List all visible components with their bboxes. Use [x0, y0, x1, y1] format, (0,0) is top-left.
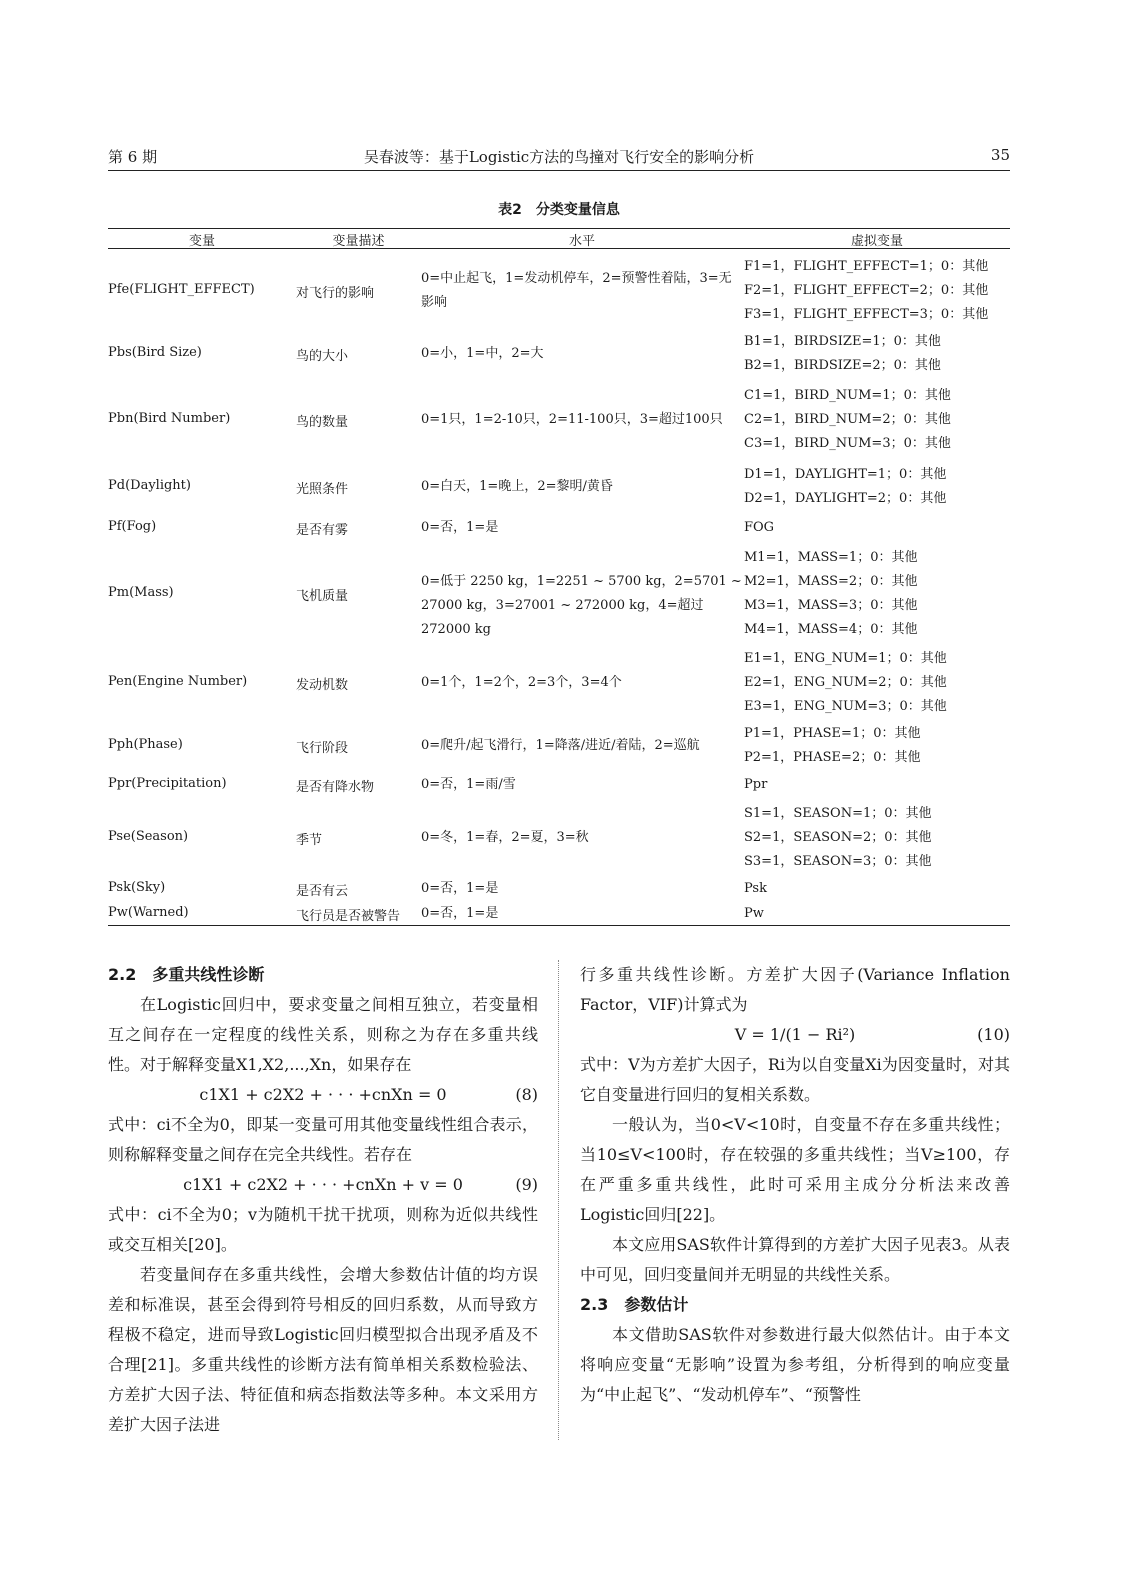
paragraph: 行多重共线性诊断。方差扩大因子(Variance Inflation Factor，VIF)计算式为 — [580, 965, 1010, 1014]
table-row — [108, 902, 1010, 925]
equation-expression: c1X1 + c2X2 + · · · +cnXn + v = 0 — [183, 1175, 463, 1194]
table-caption: 表2 分类变量信息 — [498, 202, 620, 218]
issue-number: 第 6 期 — [108, 148, 158, 166]
column-header-description: 变量描述 — [332, 234, 385, 249]
equation-9 — [108, 1170, 538, 1200]
equation-expression: V = 1/(1 − Ri²) — [734, 1025, 856, 1044]
dummy-variable-line: Ppr — [744, 777, 768, 792]
table-top-rule — [108, 228, 1010, 229]
cell-dummy-variables — [744, 516, 774, 540]
column-header-variable: 变量 — [188, 234, 215, 249]
equation-expression: c1X1 + c2X2 + · · · +cnXn = 0 — [199, 1085, 447, 1104]
cell-variable: Pf(Fog) — [108, 519, 157, 534]
cell-level: 0=否，1=是 — [421, 520, 499, 535]
cell-variable: Pbs(Bird Size) — [108, 345, 202, 360]
cell-variable: Pen(Engine Number) — [108, 674, 248, 689]
table-row — [108, 254, 1010, 328]
cell-level: 0=1个，1=2个，2=3个，3=4个 — [421, 675, 622, 690]
paragraph: 式中：ci不全为0，即某一变量可用其他变量线性组合表示，则称解释变量之间存在完全共线性。若存在 — [108, 1115, 538, 1164]
cell-description: 飞行阶段 — [296, 741, 349, 756]
cell-description: 飞行员是否被警告 — [296, 908, 401, 924]
dummy-variable-line: C1=1，BIRD_NUM=1；0：其他 — [744, 388, 951, 403]
dummy-variable-line: FOG — [744, 520, 775, 535]
dummy-variable-line: B1=1，BIRDSIZE=1；0：其他 — [744, 334, 941, 349]
table-row — [108, 328, 1010, 380]
paragraph: 一般认为，当0<V<10时，自变量不存在多重共线性；当10≤V<100时，存在较强的多重共线性；当V≥100，存在严重多重共线性，此时可采用主成分分析法来改善Logistic回归[22]。 — [580, 1115, 1010, 1224]
equation-number: (8) — [515, 1085, 538, 1104]
table-row — [108, 514, 1010, 542]
paragraph: 式中：ci不全为0；v为随机干扰干扰项，则称为近似共线性或交互相关[20]。 — [108, 1205, 538, 1254]
equation-number: (9) — [515, 1175, 538, 1194]
dummy-variable-line: F2=1，FLIGHT_EFFECT=2；0：其他 — [744, 283, 989, 298]
table-bottom-rule — [108, 925, 1010, 926]
cell-dummy-variables — [744, 902, 764, 926]
dummy-variable-line: S1=1，SEASON=1；0：其他 — [744, 805, 932, 821]
table-row — [108, 799, 1010, 876]
cell-level: 0=否，1=雨/雪 — [421, 777, 516, 792]
cell-description: 飞机质量 — [296, 588, 349, 604]
cell-level: 0=否，1=是 — [421, 881, 499, 896]
running-header — [108, 146, 1010, 168]
cell-description: 鸟的大小 — [296, 349, 349, 364]
cell-variable: Psk(Sky) — [108, 880, 166, 895]
cell-dummy-variables — [744, 463, 946, 511]
section-heading-2-2: 2.2 多重共线性诊断 — [108, 965, 265, 984]
equation-8 — [108, 1080, 538, 1110]
paragraph: 本文应用SAS软件计算得到的方差扩大因子见表3。从表中可见，回归变量间并无明显的共线性关系。 — [580, 1235, 1010, 1284]
dummy-variable-line: D1=1，DAYLIGHT=1；0：其他 — [744, 467, 947, 482]
cell-level: 0=冬，1=春，2=夏，3=秋 — [421, 829, 589, 845]
dummy-variable-line: S3=1，SEASON=3；0：其他 — [744, 853, 932, 869]
cell-level: 0=低于 2250 kg，1=2251 ~ 5700 kg，2=5701 ~ 27000 kg，3=27001 ~ 272000 kg，4=超过 272000 kg — [421, 573, 742, 637]
cell-description: 是否有降水物 — [296, 780, 375, 795]
table-row — [108, 460, 1010, 514]
cell-description: 光照条件 — [296, 482, 349, 497]
table-row — [108, 542, 1010, 645]
dummy-variable-line: S2=1，SEASON=2；0：其他 — [744, 829, 932, 845]
dummy-variable-line: Psk — [744, 881, 767, 896]
dummy-variable-line: M4=1，MASS=4；0：其他 — [744, 621, 918, 637]
cell-dummy-variables — [744, 330, 941, 378]
table-row — [108, 771, 1010, 799]
column-header-dummy: 虚拟变量 — [850, 234, 903, 249]
table-row — [108, 380, 1010, 460]
cell-description: 对飞行的影响 — [296, 286, 375, 301]
section-heading-2-3: 2.3 参数估计 — [580, 1295, 689, 1314]
dummy-variable-line: C2=1，BIRD_NUM=2；0：其他 — [744, 412, 951, 427]
cell-dummy-variables — [744, 546, 917, 642]
table-row — [108, 876, 1010, 902]
cell-dummy-variables — [744, 384, 951, 456]
dummy-variable-line: M2=1，MASS=2；0：其他 — [744, 573, 918, 589]
cell-variable: Pph(Phase) — [108, 737, 183, 752]
paragraph: 在Logistic回归中，要求变量之间相互独立，若变量相互之间存在一定程度的线性关系，则称之为存在多重共线性。对于解释变量X1,X2,...,Xn，如果存在 — [108, 995, 538, 1074]
dummy-variable-line: M3=1，MASS=3；0：其他 — [744, 597, 918, 613]
dummy-variable-line: Pw — [744, 905, 764, 921]
cell-variable: Pfe(FLIGHT_EFFECT) — [108, 282, 255, 297]
cell-level: 0=白天，1=晚上，2=黎明/黄昏 — [421, 479, 613, 494]
cell-level: 0=1只，1=2-10只，2=11-100只，3=超过100只 — [421, 412, 723, 427]
table-row — [108, 721, 1010, 771]
column-header-level: 水平 — [568, 234, 595, 249]
dummy-variable-line: F1=1，FLIGHT_EFFECT=1；0：其他 — [744, 259, 989, 274]
cell-description: 发动机数 — [296, 678, 349, 693]
cell-level: 0=爬升/起飞滑行，1=降落/进近/着陆，2=巡航 — [421, 738, 700, 753]
left-column — [108, 960, 538, 1440]
cell-variable: Pw(Warned) — [108, 904, 189, 920]
page-number: 35 — [990, 146, 1010, 164]
cell-level: 0=否，1=是 — [421, 905, 499, 921]
dummy-variable-line: B2=1，BIRDSIZE=2；0：其他 — [744, 358, 941, 373]
cell-description: 是否有雾 — [296, 523, 349, 538]
cell-description: 季节 — [296, 832, 323, 848]
running-title: 吴春波等：基于Logistic方法的鸟撞对飞行安全的影响分析 — [363, 148, 755, 166]
cell-description: 鸟的数量 — [296, 415, 349, 430]
dummy-variable-line: E2=1，ENG_NUM=2；0：其他 — [744, 675, 947, 690]
equation-10 — [580, 1020, 1010, 1050]
dummy-variable-line: P2=1，PHASE=2；0：其他 — [744, 750, 921, 765]
cell-variable: Ppr(Precipitation) — [108, 776, 227, 791]
cell-description: 是否有云 — [296, 884, 349, 899]
paragraph: 本文借助SAS软件对参数进行最大似然估计。由于本文将响应变量“无影响”设置为参考组，分析得到的响应变量为“中止起飞”、“发动机停车”、“预警性 — [580, 1325, 1010, 1404]
cell-dummy-variables — [744, 722, 920, 770]
cell-variable: Pse(Season) — [108, 828, 189, 844]
cell-dummy-variables — [744, 802, 932, 874]
paragraph: 若变量间存在多重共线性，会增大参数估计值的均方误差和标准误，甚至会得到符号相反的回归系数，从而导致方程极不稳定，进而导致Logistic回归模型拟合出现矛盾及不合理[21]。多重共线性的诊断方法有简单相关系数检验法、方差扩大因子法、特征值和病态指数法等多种。本文采用方差扩大因子法进 — [108, 1265, 538, 1434]
dummy-variable-line: C3=1，BIRD_NUM=3；0：其他 — [744, 436, 951, 451]
dummy-variable-line: E3=1，ENG_NUM=3；0：其他 — [744, 699, 947, 714]
cell-dummy-variables — [744, 647, 947, 719]
dummy-variable-line: E1=1，ENG_NUM=1；0：其他 — [744, 651, 947, 666]
cell-variable: Pm(Mass) — [108, 584, 174, 600]
cell-level: 0=小，1=中，2=大 — [421, 346, 544, 361]
cell-dummy-variables — [744, 773, 767, 797]
paragraph: 式中：V为方差扩大因子，Ri为以自变量Xi为因变量时，对其它自变量进行回归的复相关系数。 — [580, 1055, 1010, 1104]
dummy-variable-line: P1=1，PHASE=1；0：其他 — [744, 726, 921, 741]
table-header-rule — [108, 248, 1010, 249]
table-row — [108, 645, 1010, 721]
column-divider — [558, 960, 559, 1440]
equation-number: (10) — [977, 1025, 1010, 1044]
cell-dummy-variables — [744, 877, 767, 901]
cell-variable: Pbn(Bird Number) — [108, 411, 231, 426]
dummy-variable-line: D2=1，DAYLIGHT=2；0：其他 — [744, 491, 947, 506]
dummy-variable-line: F3=1，FLIGHT_EFFECT=3；0：其他 — [744, 307, 989, 322]
right-column — [580, 960, 1010, 1410]
cell-variable: Pd(Daylight) — [108, 478, 191, 493]
cell-dummy-variables — [744, 255, 988, 327]
cell-level: 0=中止起飞，1=发动机停车，2=预警性着陆，3=无影响 — [421, 271, 732, 310]
header-rule — [108, 170, 1010, 171]
dummy-variable-line: M1=1，MASS=1；0：其他 — [744, 549, 918, 565]
